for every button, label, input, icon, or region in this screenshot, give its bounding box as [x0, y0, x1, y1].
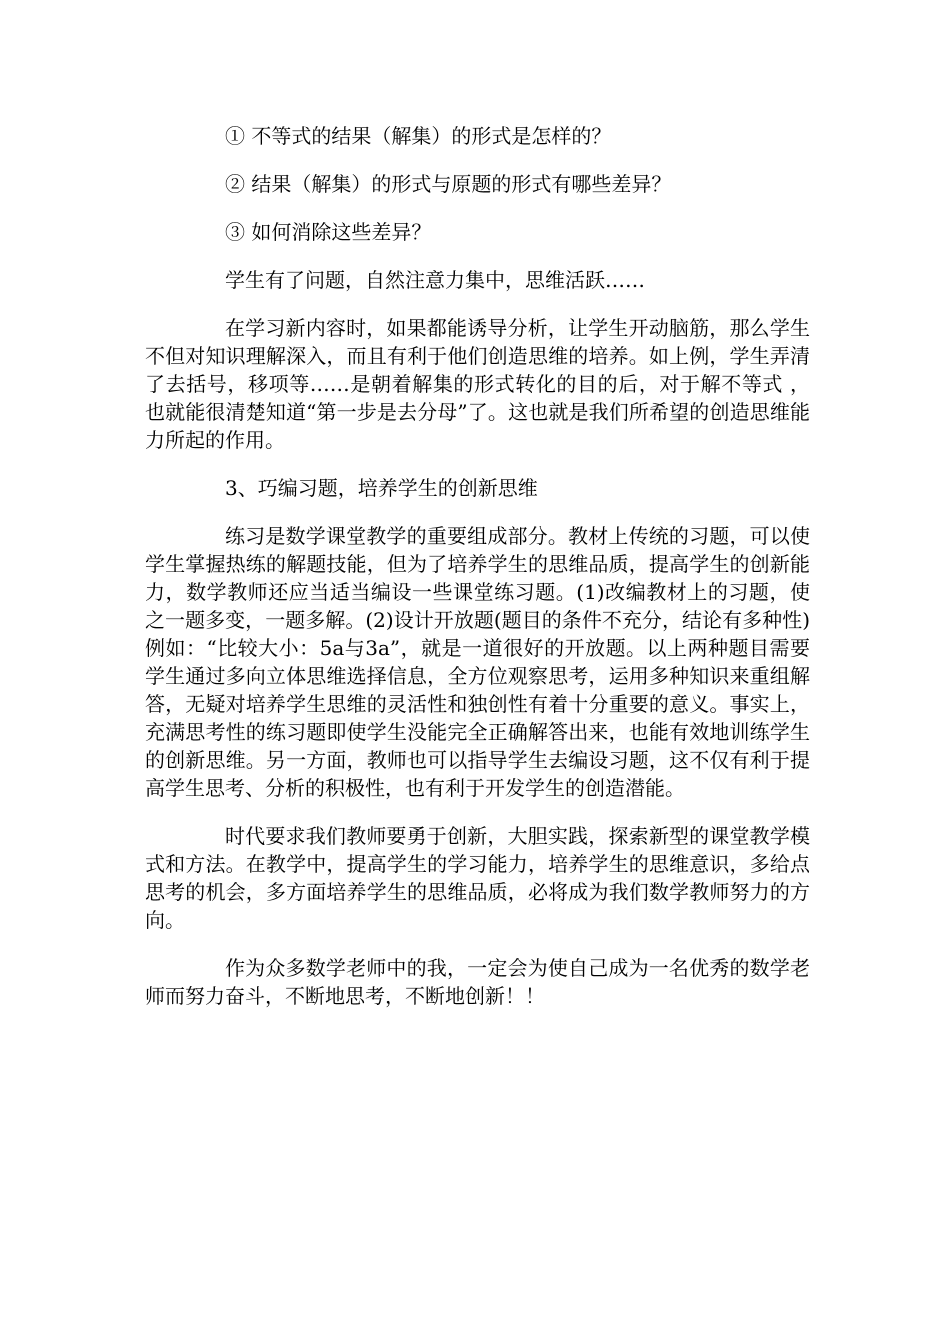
paragraph-exercises: 练习是数学课堂教学的重要组成部分。教材上传统的习题，可以使学生掌握热练的解题技能，但为了培养学生的思维品质，提高学生的创新能力，数学教师还应当适当编设一些课堂练习题。(1)改编教材上的习题，使之一题多变，一题多解。(2)设计开放题(题目的条件不充分，结论有多种性)例如：“比较大小：5a与3a”，就是一道很好的开放题。以上两种题目需要学生通过多向立体思维选择信息，全方位观察思考，运用多种知识来重组解答，无疑对培养学生思维的灵活性和独创性有着十分重要的意义。事实上，充满思考性的练习题即使学生没能完全正确解答出来，也能有效地训练学生的创新思维。另一方面，教师也可以指导学生去编设习题，这不仅有利于提高学生思考、分析的积极性，也有利于开发学生的创造潜能。 — [145, 524, 810, 800]
document-body — [145, 122, 810, 1030]
paragraph-new-content: 在学习新内容时，如果都能诱导分析，让学生开动脑筋，那么学生不但对知识理解深入，而且有利于他们创造思维的培养。如上例，学生弄清了去括号，移项等……是朝着解集的形式转化的目的后，对于解不等式 ，也就能很清楚知道“第一步是去分母”了。这也就是我们所希望的创造思维能力所起的作用。 — [145, 316, 810, 452]
question-3: ③ 如何消除这些差异？ — [225, 220, 432, 244]
question-1: ① 不等式的结果（解集）的形式是怎样的？ — [225, 124, 612, 148]
question-2: ② 结果（解集）的形式与原题的形式有哪些差异？ — [225, 172, 672, 196]
paragraph-student-focus: 学生有了问题，自然注意力集中，思维活跃…… — [225, 268, 645, 292]
paragraph-closing: 作为众多数学老师中的我，一定会为使自己成为一名优秀的数学老师而努力奋斗，不断地思考，不断地创新！！ — [145, 956, 810, 1008]
section-heading-3: 3、巧编习题，培养学生的创新思维 — [225, 476, 538, 500]
paragraph-era-requirements: 时代要求我们教师要勇于创新，大胆实践，探索新型的课堂教学模式和方法。在教学中，提高学生的学习能力，培养学生的思维意识，多给点思考的机会，多方面培养学生的思维品质，必将成为我们数学教师努力的方向。 — [145, 824, 810, 932]
